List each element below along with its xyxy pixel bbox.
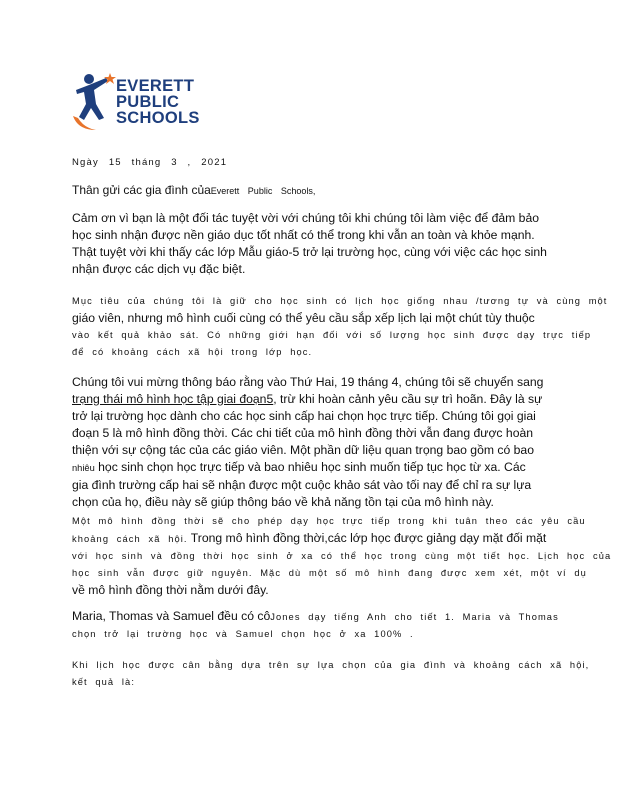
paragraph-line: chọn trở lại trường học và Samuel chọn học ở xa 100% .: [72, 629, 414, 639]
district-logo: [72, 70, 200, 136]
logo-line-2: PUBLIC: [116, 93, 180, 111]
paragraph-line: khoảng cách xã hội. Trong mô hình đồng thời,các lớp học được giảng dạy mặt đối mặt: [72, 531, 547, 545]
paragraph-announcement: [72, 374, 552, 511]
paragraph-line: học sinh nhận được nền giáo dục tốt nhất có thể trong khi vẫn an toàn và khỏe mạnh.: [72, 228, 535, 242]
paragraph-result: [72, 657, 590, 691]
paragraph-line: Chúng tôi vui mừng thông báo rằng vào Thứ Hai, 19 tháng 4, chúng tôi sẽ chuyển sang: [72, 375, 544, 389]
greeting-prefix: Thân gửi các gia đình của: [72, 183, 211, 197]
paragraph-line: Cảm ơn vì bạn là một đối tác tuyệt vời với chúng tôi khi chúng tôi làm việc để đảm bảo: [72, 211, 540, 225]
paragraph-line: về mô hình đồng thời nằm dưới đây.: [72, 583, 269, 597]
letter-date: Ngày 15 tháng 3 , 2021: [72, 157, 228, 168]
paragraph-line: đoạn 5 là mô hình đồng thời. Các chi tiết của mô hình đồng thời vẫn đang được hoàn: [72, 426, 534, 440]
paragraph-line: trạng thái mô hình học tập giai đoạn5, trừ khi hoàn cảnh yêu cầu sự trì hoãn. Đây là sự: [72, 392, 543, 406]
paragraph-line: Mục tiêu của chúng tôi là giữ cho học sinh có lịch học giống nhau /tương tự và cùng một: [72, 296, 608, 306]
logo-line-3: SCHOOLS: [116, 109, 200, 127]
paragraph-goal: [72, 293, 608, 361]
paragraph-line: để có khoảng cách xã hội trong lớp học.: [72, 347, 313, 357]
paragraph-concurrent-model: [72, 513, 612, 599]
paragraph-line: nhiêu học sinh chọn học trực tiếp và bao nhiêu học sinh muốn tiếp tục học từ xa. Các: [72, 460, 526, 474]
greeting-district: Everett Public Schools,: [210, 186, 316, 196]
paragraph-line: giáo viên, nhưng mô hình cuối cùng có thể yêu cầu sắp xếp lịch lại một chút tùy thuộc: [72, 311, 535, 325]
paragraph-line: Khi lịch học được cân bằng dựa trên sự lựa chọn của gia đình và khoảng cách xã hội,: [72, 660, 590, 670]
logo-line-1: EVERETT: [116, 77, 195, 95]
greeting: [72, 183, 315, 197]
paragraph-line: nhận được các dịch vụ đặc biệt.: [72, 262, 246, 276]
paragraph-example: [72, 608, 559, 643]
paragraph-line: trở lại trường học dành cho các học sinh cấp hai chọn học trực tiếp. Chúng tôi gọi giai: [72, 409, 536, 423]
paragraph-line: Thật tuyệt vời khi thấy các lớp Mẫu giáo-5 trở lại trường học, cùng với việc các học sinh: [72, 245, 547, 259]
paragraph-line: gia đình trường cấp hai sẽ nhận được một cuộc khảo sát vào tối nay để chỉ ra sự lựa: [72, 478, 532, 492]
paragraph-line: vào kết quả khảo sát. Có những giới hạn đối với số lượng học sinh được dạy trực tiếp: [72, 330, 592, 340]
paragraph-thanks: [72, 210, 552, 278]
phase5-link-text: trạng thái mô hình học tập giai đoạn5: [72, 392, 274, 406]
paragraph-line: thiện với sự cộng tác của các giáo viên. Một phần dữ liệu quan trọng bao gồm có bao: [72, 443, 534, 457]
paragraph-line: với học sinh và đồng thời học sinh ở xa có thể học trong cùng một tiết học. Lịch học của: [72, 551, 612, 561]
paragraph-line: chọn của họ, điều này sẽ giúp thông báo về khả năng tồn tại của mô hình này.: [72, 495, 494, 509]
paragraph-line: học sinh vẫn được giữ nguyên. Mặc dù một số mô hình đang được xem xét, một ví dụ: [72, 568, 587, 578]
paragraph-line: kết quả là:: [72, 677, 135, 687]
student-figure-icon: [72, 70, 118, 134]
paragraph-line: Maria, Thomas và Samuel đều có côJones dạy tiếng Anh cho tiết 1. Maria và Thomas: [72, 609, 559, 623]
paragraph-line: Một mô hình đồng thời sẽ cho phép dạy học trực tiếp trong khi tuân theo các yêu cầu: [72, 516, 586, 526]
